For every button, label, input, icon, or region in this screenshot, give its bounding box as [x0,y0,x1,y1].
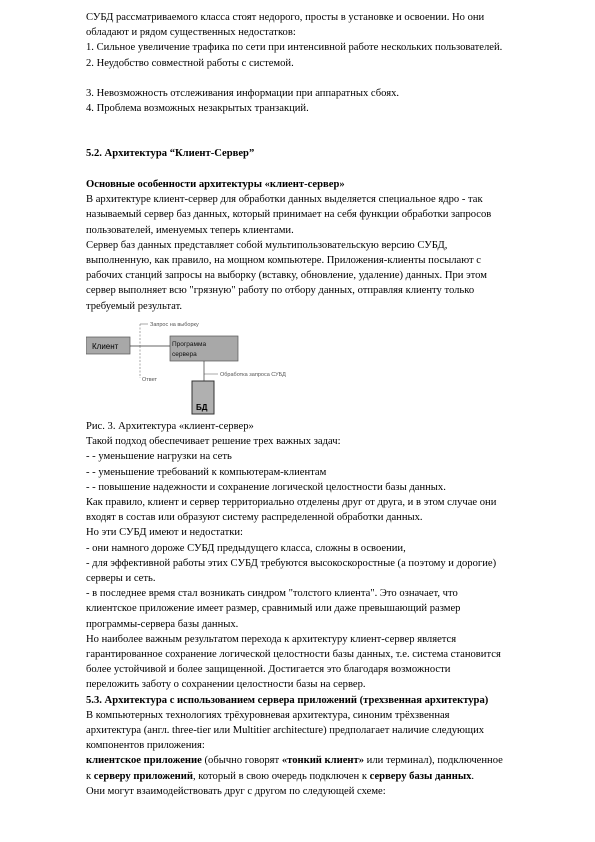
text-line: рабочих станций запросы на выборку (вставку, обновление, удаление) данных. При этом [86,270,487,282]
text-span: . [471,770,475,782]
server-label-line2: сервера [172,351,197,358]
text-line: 3. Невозможность отслеживания информации при аппаратных сбоях. [86,88,400,99]
text-line: пользователей, именуемых теперь клиентами. [86,224,294,236]
text-span: , который в свою очередь подключен к [192,770,370,782]
section-heading-5-2: 5.2. Архитектура “Клиент-Сервер” [86,148,255,159]
server-label-line1: Программа [172,341,207,348]
text-line: В архитектуре клиент-сервер для обработки данных выделяется специальное ядро - так [86,194,483,206]
term-client-app: клиентское приложение [86,755,202,767]
text-line: выполненную, как правило, на мощном компьютере. Приложения-клиенты посылают с [86,255,481,267]
text-line: называемый сервер баз данных, который принимает на себя функции обработки запросов [86,209,492,221]
intro-block [86,10,556,116]
database-label: БД [196,403,208,412]
text-line: клиентское приложение имеет размер, сравнимый или даже превышающий размер [86,603,461,615]
section-heading-5-3: 5.3. Архитектура с использованием сервера приложений (трехзвенная архитектура) [86,694,489,706]
text-line: - - уменьшение нагрузки на сеть [86,451,232,463]
text-line: Такой подход обеспечивает решение трех важных задач: [86,436,341,448]
text-line: Они могут взаимодействовать друг с другом по следующей схеме: [86,785,386,797]
text-span: (обычно говорят [201,755,282,767]
text-line: В компьютерных технологиях трёхуровневая архитектура, синоним трёхзвенная [86,709,450,721]
text-line: серверы и сеть. [86,573,156,585]
response-label: Ответ [142,377,158,383]
text-line: компонентов приложения: [86,740,205,752]
text-line: Сервер баз данных представляет собой мультипользовательскую версию СУБД, [86,239,448,251]
figure-caption: Рис. 3. Архитектура «клиент-сервер» [86,421,254,432]
text-line: - - повышение надежности и сохранение логической целостности базы данных. [86,481,446,493]
text-line: программы-сервера базы данных. [86,618,239,630]
client-label: Клиент [92,342,119,351]
text-line: обладают и рядом существенных недостатков: [86,27,296,39]
term-app-server: серверу приложений [93,770,193,782]
text-line: переложить заботу о сохранении целостности базы на сервер. [86,679,366,691]
client-server-diagram [86,316,286,418]
text-line: - в последнее время стал возникать синдром "толстого клиента". Это означает, что [86,588,458,600]
lower-block [86,419,556,799]
text-line: Но наиболее важным результатом перехода к архитектуру клиент-сервер является [86,633,457,645]
text-line: СУБД рассматриваемого класса стоят недорого, просты в установке и освоении. Но они [86,12,485,23]
text-line: 4. Проблема возможных незакрытых транзакций. [86,103,309,115]
text-line: требуемый результат. [86,300,183,312]
text-line: 1. Сильное увеличение трафика по сети при интенсивной работе нескольких пользователей. [86,42,503,54]
text-line: - они намного дороже СУБД предыдущего класса, сложны в освоении, [86,542,406,554]
text-line: Но эти СУБД имеют и недостатки: [86,527,243,539]
text-line: Как правило, клиент и сервер территориально отделены друг от друга, и в этом случае они [86,497,497,509]
text-line: - для эффективной работы этих СУБД требуются высокоскоростные (а поэтому и дорогие) [86,557,497,569]
text-line-client-app [86,753,556,768]
text-line: сервер выполняет всю "грязную" работу по отбору данных, отправляя клиенту только [86,285,475,297]
request-label: Запрос на выборку [150,322,199,328]
text-line: входят в состав или образуют систему распределенной обработки данных. [86,512,423,524]
blank-line [86,71,556,86]
text-line: более устойчивой и более защищенной. Достигается это благодаря возможности [86,664,451,676]
text-span: или терминал), подключенное [364,755,503,767]
text-line: архитектура (англ. three-tier или Multitier architecture) предполагает наличие следующих [86,725,485,737]
text-line: гарантированное сохранение логической целостности базы данных, т.е. система становится [86,649,501,661]
text-line: 2. Неудобство совместной работы с системой. [86,57,294,69]
text-span: к [86,770,94,782]
text-line: - - уменьшение требований к компьютерам-клиентам [86,466,327,478]
subheading: Основные особенности архитектуры «клиент-сервер» [86,179,345,190]
processing-label: Обработка запроса СУБД [220,372,286,378]
term-db-server: серверу базы данных [369,770,472,782]
text-line-app-server [86,769,556,784]
term-thin-client: «тонкий клиент» [281,755,365,767]
client-server-block [86,177,556,314]
